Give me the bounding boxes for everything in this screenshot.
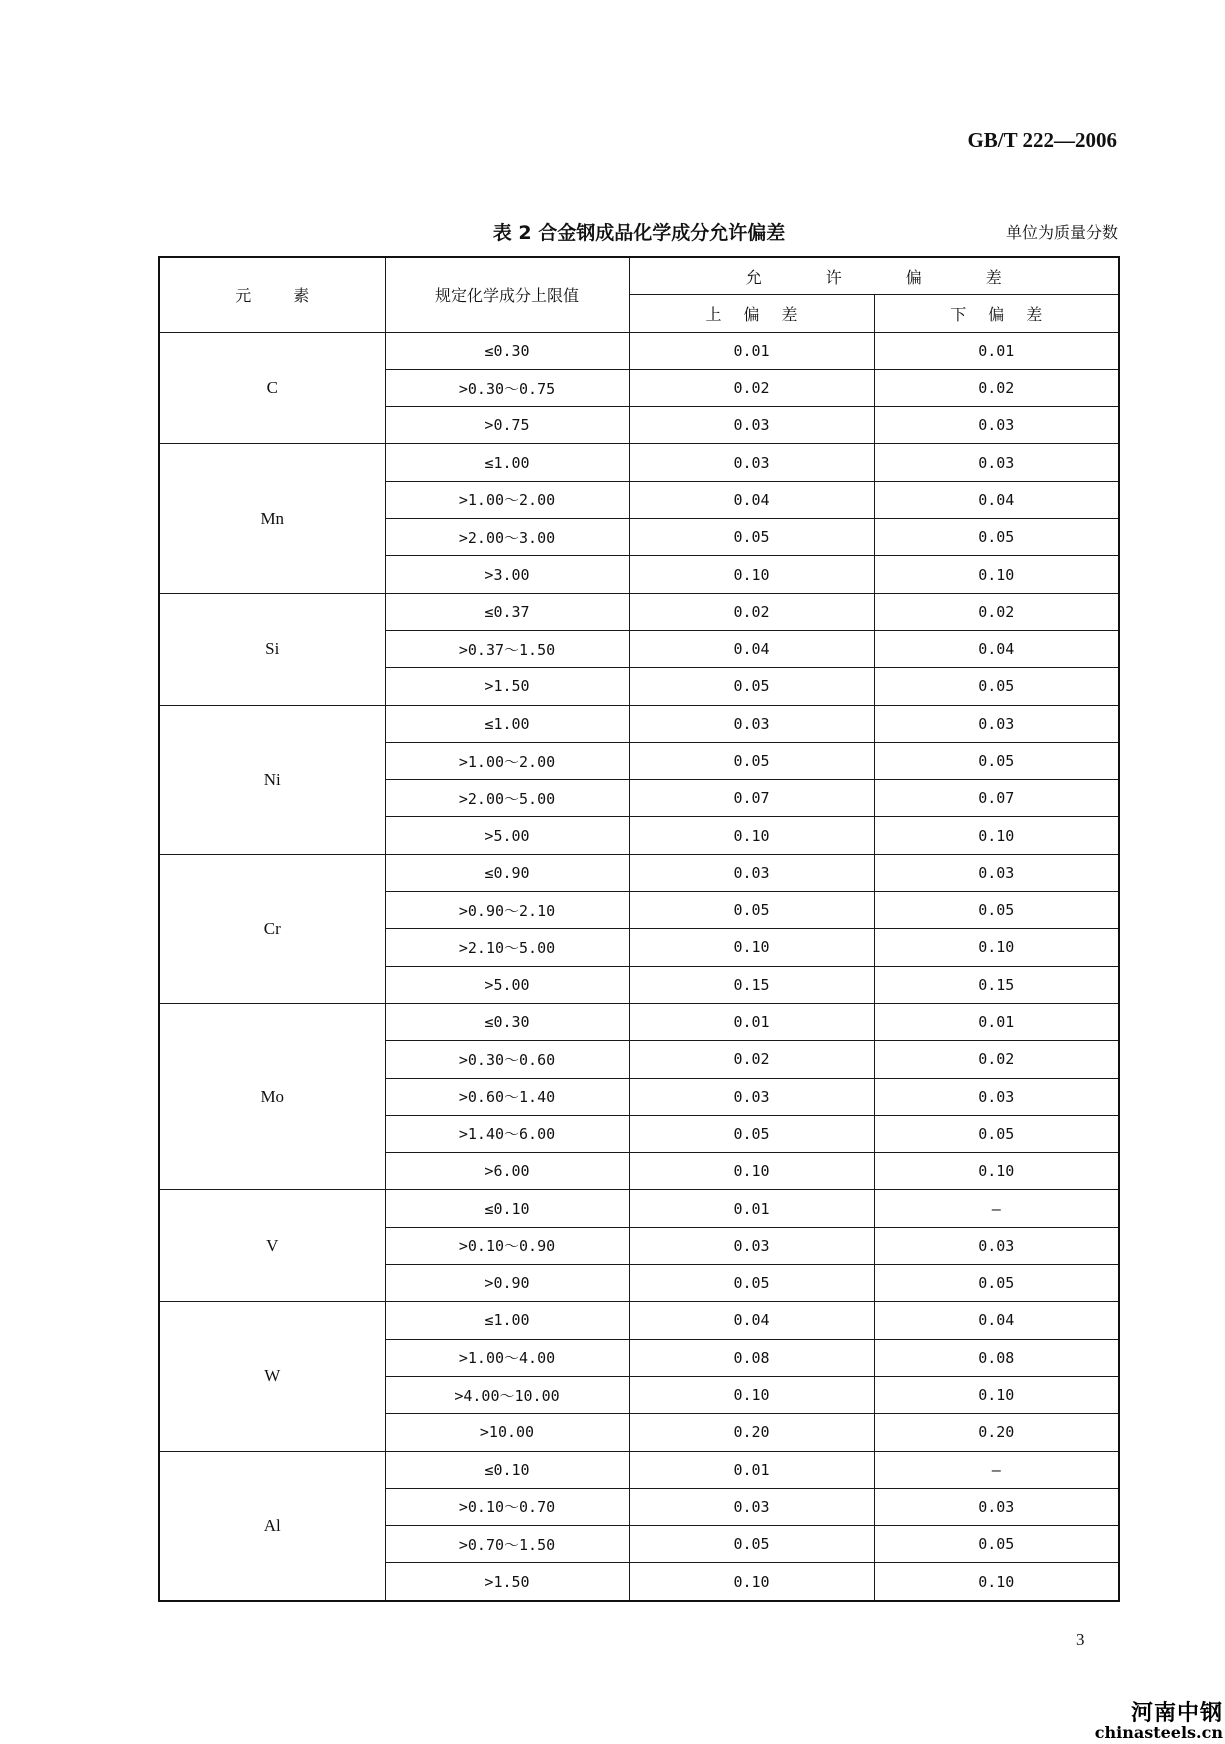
table-row <box>159 1451 1119 1488</box>
lower-deviation-cell: 0.03 <box>874 407 1119 444</box>
lower-deviation-cell: 0.05 <box>874 1526 1119 1563</box>
standard-code: GB/T 222—2006 <box>967 128 1117 152</box>
lower-deviation-cell: 0.05 <box>874 742 1119 779</box>
upper-deviation-cell: 0.10 <box>629 817 874 854</box>
lower-deviation-cell: 0.02 <box>874 1041 1119 1078</box>
limit-cell: >1.00～2.00 <box>385 742 629 779</box>
table-row <box>159 1190 1119 1227</box>
upper-deviation-cell: 0.03 <box>629 1227 874 1264</box>
limit-cell: ≤0.10 <box>385 1451 629 1488</box>
element-cell: Mn <box>159 444 385 593</box>
upper-deviation-cell: 0.10 <box>629 929 874 966</box>
limit-cell: ≤1.00 <box>385 1302 629 1339</box>
limit-cell: ≤0.10 <box>385 1190 629 1227</box>
limit-cell: >2.00～3.00 <box>385 519 629 556</box>
limit-cell: >1.50 <box>385 1563 629 1601</box>
limit-cell: >4.00～10.00 <box>385 1376 629 1413</box>
upper-deviation-cell: 0.05 <box>629 742 874 779</box>
limit-cell: >0.90～2.10 <box>385 892 629 929</box>
table-row <box>159 332 1119 369</box>
header-allowed-deviation: 允许偏差 <box>629 257 1119 295</box>
upper-deviation-cell: 0.03 <box>629 1078 874 1115</box>
upper-deviation-cell: 0.03 <box>629 854 874 891</box>
upper-deviation-cell: 0.01 <box>629 1190 874 1227</box>
lower-deviation-cell: 0.01 <box>874 332 1119 369</box>
upper-deviation-cell: 0.02 <box>629 1041 874 1078</box>
lower-deviation-cell: 0.05 <box>874 519 1119 556</box>
upper-deviation-cell: 0.08 <box>629 1339 874 1376</box>
upper-deviation-cell: 0.05 <box>629 519 874 556</box>
upper-deviation-cell: 0.04 <box>629 1302 874 1339</box>
upper-deviation-cell: 0.07 <box>629 780 874 817</box>
lower-deviation-cell: 0.03 <box>874 1488 1119 1525</box>
upper-deviation-cell: 0.10 <box>629 1563 874 1601</box>
lower-deviation-cell: 0.04 <box>874 630 1119 667</box>
lower-deviation-cell: 0.02 <box>874 593 1119 630</box>
limit-cell: >1.40～6.00 <box>385 1115 629 1152</box>
limit-cell: >0.90 <box>385 1265 629 1302</box>
upper-deviation-cell: 0.03 <box>629 705 874 742</box>
upper-deviation-cell: 0.01 <box>629 1451 874 1488</box>
upper-deviation-cell: 0.05 <box>629 892 874 929</box>
table-title: 表 2 合金钢成品化学成分允许偏差 <box>492 222 786 244</box>
lower-deviation-cell: 0.05 <box>874 1115 1119 1152</box>
unit-note: 单位为质量分数 <box>1005 223 1118 242</box>
lower-deviation-cell: 0.10 <box>874 1563 1119 1601</box>
limit-cell: ≤0.30 <box>385 332 629 369</box>
lower-deviation-cell: 0.07 <box>874 780 1119 817</box>
limit-cell: >0.10～0.70 <box>385 1488 629 1525</box>
upper-deviation-cell: 0.03 <box>629 444 874 481</box>
table-row <box>159 593 1119 630</box>
upper-deviation-cell: 0.04 <box>629 481 874 518</box>
lower-deviation-cell: 0.03 <box>874 444 1119 481</box>
upper-deviation-cell: 0.10 <box>629 556 874 593</box>
element-cell: V <box>159 1190 385 1302</box>
header-limit: 规定化学成分上限值 <box>385 257 629 332</box>
upper-deviation-cell: 0.02 <box>629 369 874 406</box>
limit-cell: >5.00 <box>385 817 629 854</box>
limit-cell: >0.70～1.50 <box>385 1526 629 1563</box>
upper-deviation-cell: 0.05 <box>629 1526 874 1563</box>
upper-deviation-cell: 0.02 <box>629 593 874 630</box>
page-number: 3 <box>1076 1630 1085 1649</box>
upper-deviation-cell: 0.01 <box>629 1003 874 1040</box>
limit-cell: >3.00 <box>385 556 629 593</box>
lower-deviation-cell: 0.20 <box>874 1414 1119 1451</box>
upper-deviation-cell: 0.10 <box>629 1376 874 1413</box>
upper-deviation-cell: 0.03 <box>629 407 874 444</box>
element-cell: C <box>159 332 385 444</box>
lower-deviation-cell: 0.03 <box>874 854 1119 891</box>
upper-deviation-cell: 0.05 <box>629 1115 874 1152</box>
lower-deviation-cell: — <box>874 1451 1119 1488</box>
limit-cell: >1.00～2.00 <box>385 481 629 518</box>
limit-cell: ≤0.30 <box>385 1003 629 1040</box>
limit-cell: >5.00 <box>385 966 629 1003</box>
header-lower-deviation: 下偏差 <box>874 295 1119 332</box>
upper-deviation-cell: 0.04 <box>629 630 874 667</box>
lower-deviation-cell: 0.03 <box>874 1078 1119 1115</box>
lower-deviation-cell: 0.10 <box>874 929 1119 966</box>
limit-cell: >0.60～1.40 <box>385 1078 629 1115</box>
lower-deviation-cell: 0.15 <box>874 966 1119 1003</box>
limit-cell: ≤0.90 <box>385 854 629 891</box>
upper-deviation-cell: 0.10 <box>629 1153 874 1190</box>
element-cell: Mo <box>159 1003 385 1189</box>
header-upper-deviation: 上偏差 <box>629 295 874 332</box>
upper-deviation-cell: 0.20 <box>629 1414 874 1451</box>
limit-cell: >0.75 <box>385 407 629 444</box>
limit-cell: >2.10～5.00 <box>385 929 629 966</box>
lower-deviation-cell: 0.10 <box>874 556 1119 593</box>
limit-cell: >0.37～1.50 <box>385 630 629 667</box>
upper-deviation-cell: 0.01 <box>629 332 874 369</box>
lower-deviation-cell: 0.02 <box>874 369 1119 406</box>
limit-cell: ≤1.00 <box>385 705 629 742</box>
limit-cell: >0.30～0.60 <box>385 1041 629 1078</box>
limit-cell: >2.00～5.00 <box>385 780 629 817</box>
table-caption <box>160 218 1118 248</box>
upper-deviation-cell: 0.05 <box>629 1265 874 1302</box>
lower-deviation-cell: 0.08 <box>874 1339 1119 1376</box>
limit-cell: >0.30～0.75 <box>385 369 629 406</box>
lower-deviation-cell: 0.05 <box>874 668 1119 705</box>
header-element: 元素 <box>159 257 385 332</box>
table-row <box>159 1003 1119 1040</box>
lower-deviation-cell: 0.10 <box>874 817 1119 854</box>
limit-cell: >1.00～4.00 <box>385 1339 629 1376</box>
lower-deviation-cell: 0.04 <box>874 481 1119 518</box>
lower-deviation-cell: 0.01 <box>874 1003 1119 1040</box>
lower-deviation-cell: 0.05 <box>874 1265 1119 1302</box>
upper-deviation-cell: 0.03 <box>629 1488 874 1525</box>
element-cell: Si <box>159 593 385 705</box>
upper-deviation-cell: 0.15 <box>629 966 874 1003</box>
table-row <box>159 444 1119 481</box>
element-cell: Al <box>159 1451 385 1601</box>
watermark <box>1095 1702 1223 1742</box>
lower-deviation-cell: — <box>874 1190 1119 1227</box>
table-row <box>159 1302 1119 1339</box>
table-row <box>159 854 1119 891</box>
limit-cell: ≤0.37 <box>385 593 629 630</box>
lower-deviation-cell: 0.03 <box>874 1227 1119 1264</box>
watermark-cn: 河南中钢 <box>1130 1701 1223 1727</box>
upper-deviation-cell: 0.05 <box>629 668 874 705</box>
limit-cell: >10.00 <box>385 1414 629 1451</box>
deviation-table <box>158 256 1120 1602</box>
limit-cell: ≤1.00 <box>385 444 629 481</box>
lower-deviation-cell: 0.05 <box>874 892 1119 929</box>
limit-cell: >6.00 <box>385 1153 629 1190</box>
lower-deviation-cell: 0.10 <box>874 1153 1119 1190</box>
watermark-url: chinasteels.cn <box>1094 1723 1223 1743</box>
table-body <box>159 332 1119 1601</box>
lower-deviation-cell: 0.04 <box>874 1302 1119 1339</box>
element-cell: Ni <box>159 705 385 854</box>
lower-deviation-cell: 0.10 <box>874 1376 1119 1413</box>
lower-deviation-cell: 0.03 <box>874 705 1119 742</box>
element-cell: Cr <box>159 854 385 1003</box>
table-row <box>159 705 1119 742</box>
element-cell: W <box>159 1302 385 1451</box>
limit-cell: >0.10～0.90 <box>385 1227 629 1264</box>
limit-cell: >1.50 <box>385 668 629 705</box>
